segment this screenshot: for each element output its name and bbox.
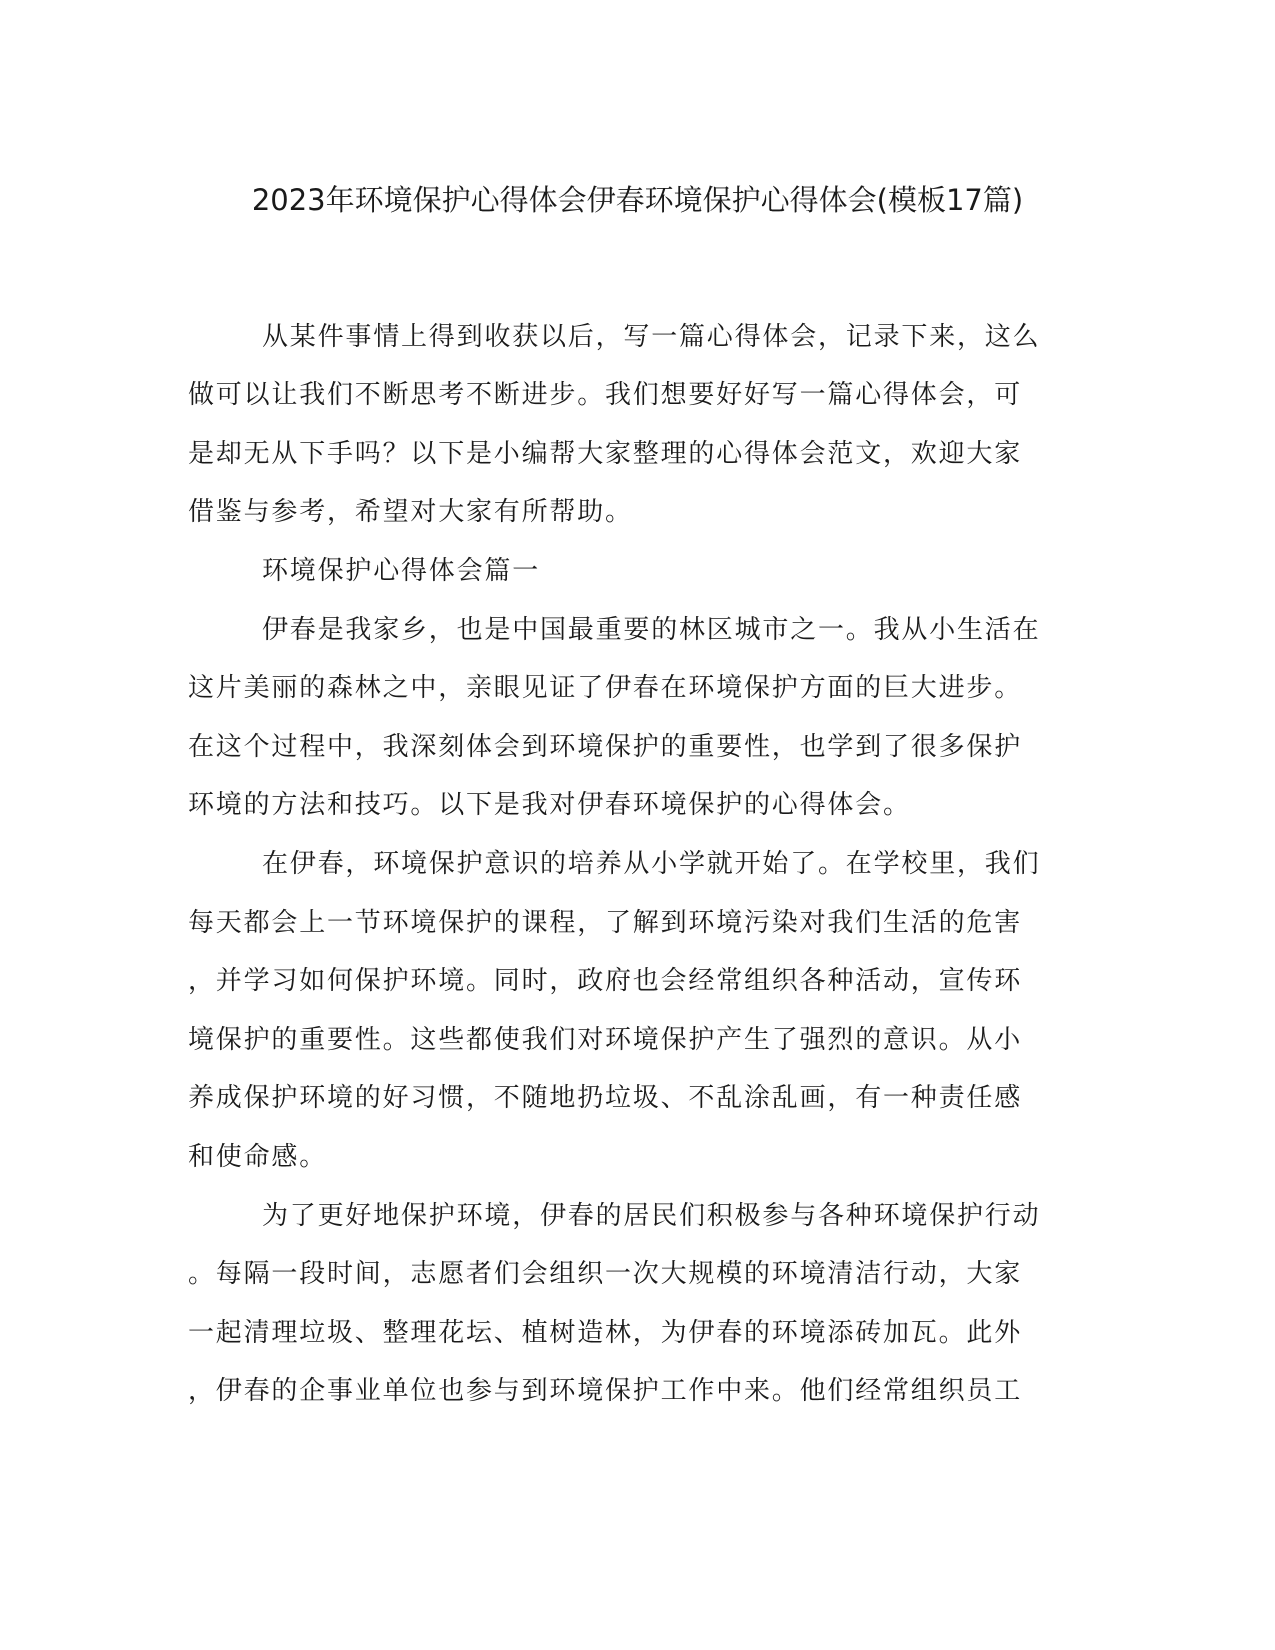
document-title: 2023年环境保护心得体会伊春环境保护心得体会(模板17篇) [251, 183, 1024, 217]
paragraph-line: 境保护的重要性。这些都使我们对环境保护产生了强烈的意识。从小 [188, 1025, 1023, 1055]
paragraph-line: 。每隔一段时间，志愿者们会组织一次大规模的环境清洁行动，大家 [188, 1259, 1023, 1289]
paragraph-line: 一起清理垃圾、整理花坛、植树造林，为伊春的环境添砖加瓦。此外 [188, 1318, 1023, 1348]
paragraph-line: 每天都会上一节环境保护的课程，了解到环境污染对我们生活的危害 [188, 908, 1023, 938]
paragraph-line: ，伊春的企事业单位也参与到环境保护工作中来。他们经常组织员工 [188, 1376, 1023, 1406]
paragraph-line: 是却无从下手吗？以下是小编帮大家整理的心得体会范文，欢迎大家 [188, 439, 1023, 469]
paragraph-line: 做可以让我们不断思考不断进步。我们想要好好写一篇心得体会，可 [188, 380, 1023, 410]
paragraph-line: ，并学习如何保护环境。同时，政府也会经常组织各种活动，宣传环 [188, 966, 1023, 996]
paragraph-line: 从某件事情上得到收获以后，写一篇心得体会，记录下来，这么 [262, 322, 1041, 352]
paragraph-line: 和使命感。 [188, 1142, 328, 1172]
section-heading: 环境保护心得体会篇一 [262, 556, 541, 586]
paragraph-line: 在伊春，环境保护意识的培养从小学就开始了。在学校里，我们 [262, 849, 1041, 879]
paragraph-line: 养成保护环境的好习惯，不随地扔垃圾、不乱涂乱画，有一种责任感 [188, 1083, 1023, 1113]
paragraph-line: 借鉴与参考，希望对大家有所帮助。 [188, 497, 633, 527]
paragraph-line: 伊春是我家乡，也是中国最重要的林区城市之一。我从小生活在 [262, 615, 1041, 645]
paragraph-line: 这片美丽的森林之中，亲眼见证了伊春在环境保护方面的巨大进步。 [188, 673, 1023, 703]
paragraph-line: 为了更好地保护环境，伊春的居民们积极参与各种环境保护行动 [262, 1201, 1041, 1231]
paragraph-line: 环境的方法和技巧。以下是我对伊春环境保护的心得体会。 [188, 790, 911, 820]
paragraph-line: 在这个过程中，我深刻体会到环境保护的重要性，也学到了很多保护 [188, 732, 1023, 762]
